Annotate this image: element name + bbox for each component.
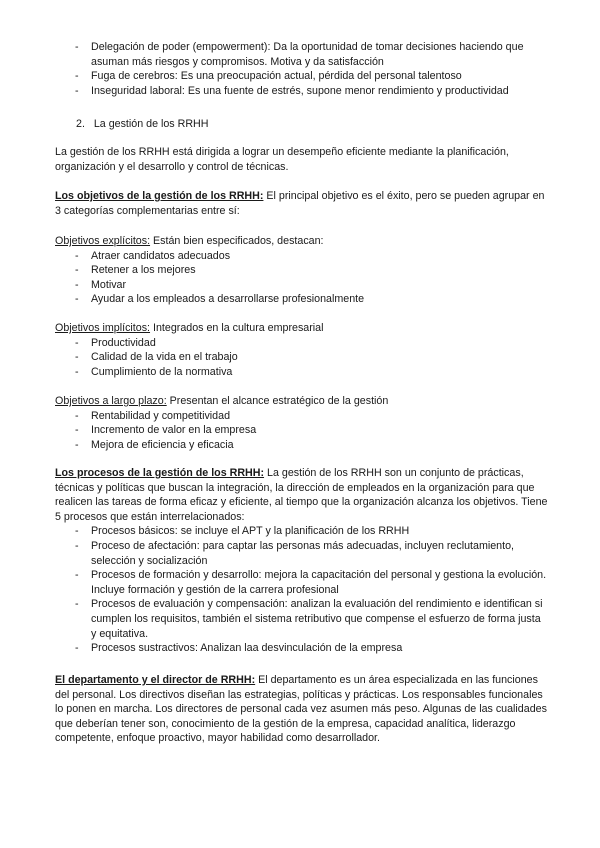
objectives-paragraph: Los objetivos de la gestión de los RRHH: El principal objetivo es el éxito, pero se pueden agrupar en 3 categorías complementarias entre sí:	[55, 190, 545, 217]
list-item: - Procesos de formación y desarrollo: mejora la capacitación del personal y gestiona la evolución. Incluye formación y gestión de la carrera profesional	[75, 569, 547, 596]
list-item: - Inseguridad laboral: Es una fuente de estrés, supone menor rendimiento y productividad	[75, 84, 509, 97]
section-heading: 2. La gestión de los RRHH	[76, 118, 209, 130]
list-item: - Delegación de poder (empowerment): Da la oportunidad de tomar decisiones haciendo que asuman más riesgos y compromisos. Motiva y da satisfacción	[75, 41, 524, 68]
list-item: - Fuga de cerebros: Es una preocupación actual, pérdida del personal talentoso	[75, 70, 462, 83]
list-item: - Motivar	[75, 278, 127, 291]
list-item: - Procesos básicos: se incluye el APT y la planificación de los RRHH	[75, 525, 410, 538]
list-item: - Incremento de valor en la empresa	[75, 424, 257, 437]
list-item: - Proceso de afectación: para captar las personas más adecuadas, incluyen reclutamiento, selección y socialización	[75, 539, 514, 567]
implicit-objectives: Objetivos implícitos: Integrados en la cultura empresarial - Productividad - Calidad de la vida en el trabajo - Cumplimiento de la normativa	[0, 321, 600, 379]
list-item: - Procesos sustractivos: Analizan laa desvinculación de la empresa	[75, 642, 403, 655]
list-item: - Rentabilidad y competitividad	[75, 409, 231, 422]
list-item: - Calidad de la vida en el trabajo	[75, 351, 238, 364]
long-term-objectives: Objetivos a largo plazo: Presentan el alcance estratégico de la gestión - Rentabilidad y competitividad - Incremento de valor en la empresa - Mejora de eficiencia y eficacia	[0, 394, 600, 452]
processes-section: Los procesos de la gestión de los RRHH: La gestión de los RRHH son un conjunto de prácticas, técnicas y políticas que buscan la integración, la dirección de empleados en la organización para que realicen las tareas de forma eficaz y eficiente, al tiempo que la organización alcanza los objetivos. Tiene 5 procesos que están interrelacionados: - Procesos básicos: se incluye el APT y la planificación de los RRHH - Proceso de afectación: para captar las personas más adecuadas, incluyen reclutamiento, selección y socialización - Procesos de formación y desarrollo: mejora la capacitación del personal y gestiona la evolución. Incluye formación y gestión de la carrera profesional - Procesos de evaluación y compensación: analizan la evaluación del rendimiento e identifican si cumplen los requisitos, también el sistema retributivo que compense el esfuerzo de forma justa y equitativa. - Procesos sustractivos: Analizan laa desvinculación de la empresa	[0, 466, 600, 656]
list-item: - Mejora de eficiencia y eficacia	[75, 438, 234, 451]
list-item: - Retener a los mejores	[75, 264, 196, 277]
intro-paragraph: La gestión de los RRHH está dirigida a lograr un desempeño eficiente mediante la planificación, organización y el desarrollo y control de técnicas.	[55, 146, 509, 173]
department-paragraph: El departamento y el director de RRHH: El departamento es un área especializada en las funciones del personal. Los directivos diseñan las estrategias, políticas y prácticas. Los responsables funcionales lo ponen en marcha. Los directores de personal cada vez asumen más peso. Algunas de las cualidades que deberían tener son, conocimiento de la gestión de la empresa, capacidad analítica, liderazgo competente, enfoque proactivo, mayor habilidad como desarrollador.	[55, 674, 547, 745]
list-item: - Procesos de evaluación y compensación: analizan la evaluación del rendimiento e identifican si cumplen los requisitos, también el sistema retributivo que compense el esfuerzo de forma justa y equitativa.	[75, 598, 543, 640]
list-item: - Productividad	[75, 336, 156, 349]
list-item: - Cumplimiento de la normativa	[75, 365, 233, 378]
explicit-objectives: Objetivos explícitos: Están bien especificados, destacan: - Atraer candidatos adecuados - Retener a los mejores - Motivar - Ayudar a los empleados a desarrollarse profesionalmente	[0, 234, 600, 307]
list-item: - Atraer candidatos adecuados	[75, 249, 231, 262]
list-item: - Ayudar a los empleados a desarrollarse profesionalmente	[75, 293, 365, 306]
top-bullet-list	[0, 40, 600, 98]
